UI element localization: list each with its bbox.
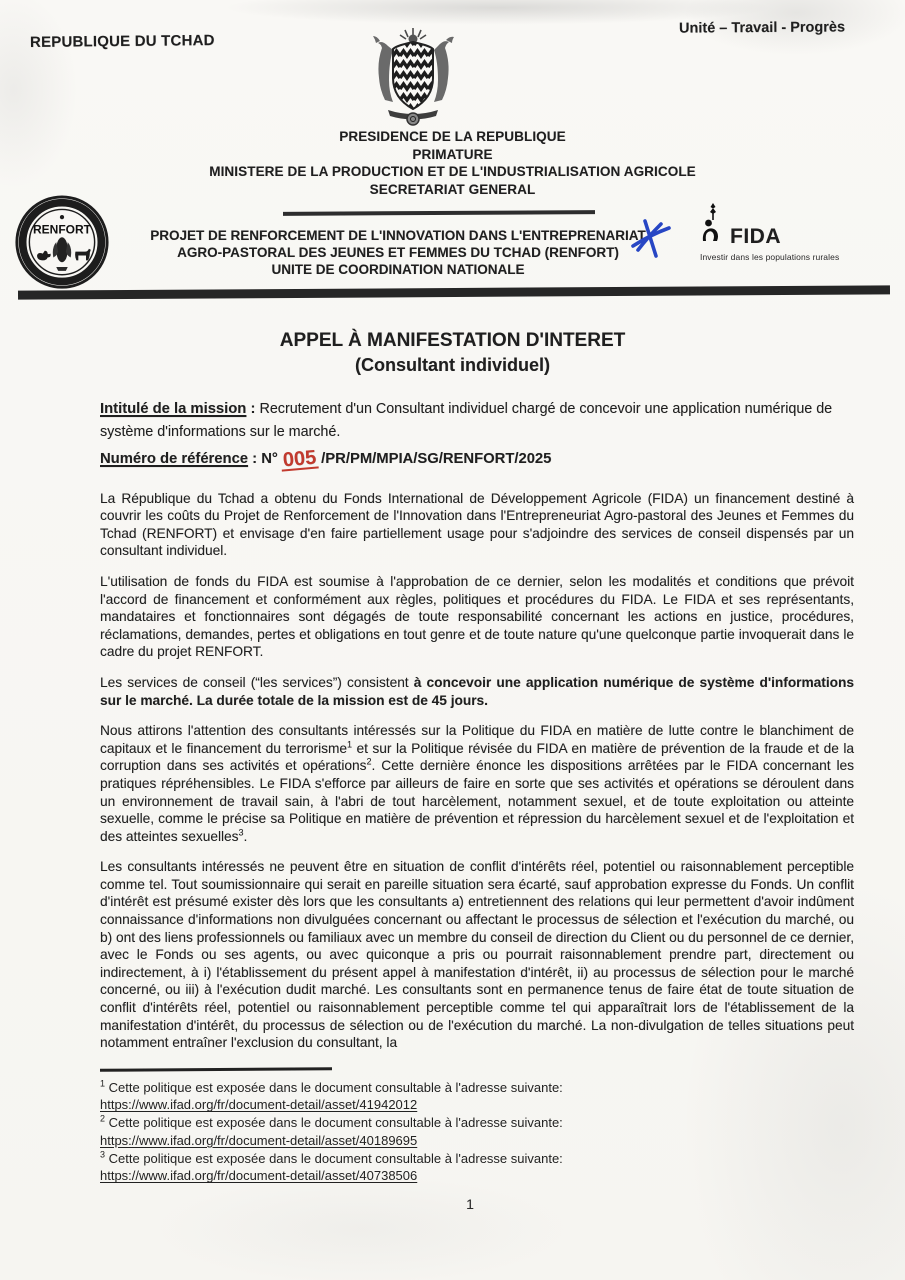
fida-wordmark: FIDA xyxy=(730,225,781,248)
footnote xyxy=(100,1150,800,1186)
footnote xyxy=(100,1114,800,1150)
footnote-marker: 1 xyxy=(100,1078,106,1089)
reference-number-handwritten: 005 xyxy=(281,446,317,472)
reference-number-text: /PR/PM/MPIA/SG/RENFORT/2025 xyxy=(321,451,552,467)
chad-coat-of-arms-icon xyxy=(358,26,468,131)
fida-tagline: Investir dans les populations rurales xyxy=(700,252,840,262)
document-title-block xyxy=(0,329,905,377)
document-subtitle: (Consultant individuel) xyxy=(355,355,550,375)
footnote-ref-1: 1 xyxy=(346,739,352,750)
paragraph-policies xyxy=(100,722,854,845)
mission-title-line xyxy=(100,398,854,444)
footnote-url: https://www.ifad.org/fr/document-detail/asset/40738506 xyxy=(100,1168,418,1184)
paragraph-conflict-of-interest: Les consultants intéressés ne peuvent être en situation de conflit d'intérêts réel, potentiel ou raisonnablement perceptible comme tel. Tout soumissionnaire qui serait en pareille situation sera écarté, sauf approbation expresse du Fonds. Un conflit d'intérêt est présumé exister dès lors que les consultants a) entretiennent des relations qui leur permettent d'avoir indûment connaissance d'informations non divulguées concernant ou affectant le processus de sélection et l'exécution du marché, ou b) ont des liens professionnels ou familiaux avec un membre du conseil de direction du Client ou du personnel de ce dernier, avec le Fonds ou ses agents, ou avec quiconque a pris ou pourrait raisonnablement prendre part, directement ou indirectement, à i) l'établissement du présent appel à manifestation d'intérêt, ii) au processus de sélection pour le marché concerné, ou iii) à l'exécution dudit marché. Les consultants sont en permanence tenus de faire état de toute situation de conflit d'intérêts réel, potentiel ou raisonnablement perceptible comme tel qui apparaîtrait lors de l'établissement de la manifestation d'intérêt, du processus de sélection ou de l'exécution du marché. La non-divulgation de telles situations peut notamment entraîner l'exclusion du consultant, la xyxy=(100,859,855,1051)
document-title: APPEL À MANIFESTATION D'INTERET xyxy=(279,330,626,351)
paragraph-services xyxy=(100,674,854,709)
institution-line: PRESIDENCE DE LA REPUBLIQUE xyxy=(339,129,566,144)
footnote-text: Cette politique est exposée dans le document consultable à l'adresse suivante: xyxy=(108,1079,563,1095)
document-body xyxy=(100,398,854,1065)
header-rule-short xyxy=(283,210,595,215)
project-title-line: AGRO-PASTORAL DES JEUNES ET FEMMES DU TCHAD (RENFORT) xyxy=(177,245,619,260)
project-title-block xyxy=(128,227,668,278)
renfort-logo-label: RENFORT xyxy=(33,222,91,237)
footnote xyxy=(100,1079,800,1115)
mission-title-text: Recrutement d'un Consultant individuel chargé de concevoir une application numérique de système d'informations sur le marché. xyxy=(100,401,833,440)
paragraph-policies-text: Nous attirons l'attention des consultants intéressés sur la Politique du FIDA en matière de lutte contre le blanchiment de capitaux et le financement du terrorisme xyxy=(100,723,854,756)
footnote-url: https://www.ifad.org/fr/document-detail/asset/41942012 xyxy=(100,1097,418,1113)
paragraph-policies-text: . Cette dernière énonce les dispositions arrêtées par le FIDA concernant les pratiques répréhensibles. Le FIDA s'efforce par ailleurs de faire en sorte que ses activités et opérations se déroulent dans un environnement de travail sain, à l'abri de tout harcèlement, notamment sexuel, et de toute exploitation ou atteinte sexuelle, comme le précise sa Politique en matière de prévention et répression du harcèlement sexuel et de l'exploitation et des atteintes sexuelles xyxy=(100,758,855,844)
country-title: REPUBLIQUE DU TCHAD xyxy=(29,32,215,51)
national-motto: Unité – Travail - Progrès xyxy=(678,19,846,37)
blue-pen-mark-icon xyxy=(630,219,672,264)
reference-no-symbol: N° xyxy=(261,451,278,467)
institution-block xyxy=(0,128,905,198)
paragraph-policies-text: et sur la Politique révisée du FIDA en matière de prévention de la fraude et de la corruption dans ses activités et opérations xyxy=(100,740,854,774)
footnote-ref-3: 3 xyxy=(238,827,244,838)
footnote-url: https://www.ifad.org/fr/document-detail/asset/40189695 xyxy=(100,1132,418,1148)
paragraph-financing: La République du Tchad a obtenu du Fonds International de Développement Agricole (FIDA) un financement destiné à couvrir les coûts du Projet de Renforcement de l'Innovation dans l'Entrepreneuriat Agro-pastoral des Jeunes et Femmes du Tchad (RENFORT) et envisage d'en faire partiellement usage pour s'adjoindre des services de conseil dispensés par un consultant individuel. xyxy=(100,490,854,559)
paragraph-fida-approval: L'utilisation de fonds du FIDA est soumise à l'approbation de ce dernier, selon les modalités et conditions que prévoit l'accord de financement et conformément aux règles, politiques et procédures du FIDA. Le FIDA et ses représentants, mandataires et fonctionnaires sont dégagés de toute responsabilité concernant les actions en justice, procédures, réclamations, demandes, pertes et obligations en tout genre et de toute nature qu'une quelconque partie invoquerait dans le cadre du projet RENFORT. xyxy=(100,573,854,660)
paragraph-services-scope: à concevoir une application numérique de système d'informations sur le marché. La durée totale de la mission est de 45 jours. xyxy=(100,674,854,708)
paragraph-policies-text: . xyxy=(243,828,248,844)
footnote-marker: 2 xyxy=(100,1113,106,1124)
institution-line: MINISTERE DE LA PRODUCTION ET DE L'INDUSTRIALISATION AGRICOLE xyxy=(209,164,696,179)
fida-logo-icon xyxy=(700,202,726,247)
mission-title-colon: : xyxy=(246,401,260,417)
reference-line xyxy=(100,446,854,472)
footnotes-block xyxy=(100,1068,800,1185)
footnote-marker: 3 xyxy=(100,1149,106,1160)
mission-title-label: Intitulé de la mission xyxy=(100,401,247,417)
paragraph-services-intro: Les services de conseil (“les services”) consistent xyxy=(100,674,414,690)
fida-logo xyxy=(700,202,880,262)
renfort-logo-icon xyxy=(14,194,110,299)
project-title-line: UNITE DE COORDINATION NATIONALE xyxy=(271,262,525,277)
reference-label: Numéro de référence xyxy=(100,451,249,467)
footnote-text: Cette politique est exposée dans le document consultable à l'adresse suivante: xyxy=(108,1150,563,1166)
institution-line: SECRETARIAT GENERAL xyxy=(369,181,536,197)
header-rule-thick xyxy=(18,285,890,299)
institution-line: PRIMATURE xyxy=(412,146,493,162)
page-number: 1 xyxy=(466,1196,474,1212)
footnote-text: Cette politique est exposée dans le document consultable à l'adresse suivante: xyxy=(108,1115,563,1131)
footnote-rule xyxy=(100,1067,332,1071)
footnote-ref-2: 2 xyxy=(366,756,372,767)
project-title-line: PROJET DE RENFORCEMENT DE L'INNOVATION DANS L'ENTREPRENARIAT xyxy=(150,228,646,243)
reference-colon: : xyxy=(248,451,262,467)
